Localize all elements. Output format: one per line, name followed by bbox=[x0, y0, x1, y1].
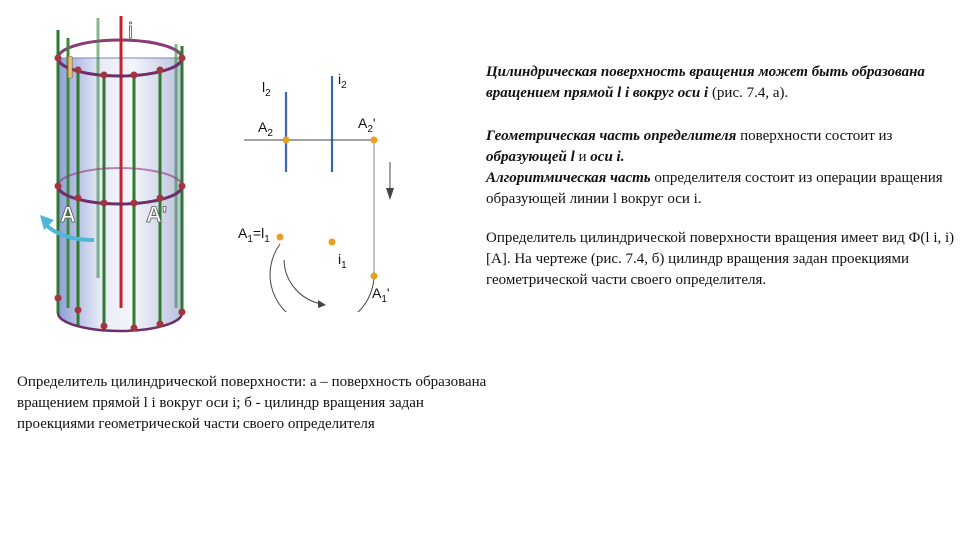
point-a2-prime bbox=[371, 137, 378, 144]
generatrix-term: образующей l bbox=[486, 149, 575, 165]
paragraph-geometric-part bbox=[486, 126, 956, 210]
and-text: и bbox=[574, 149, 591, 165]
label-point-a-prime: A' bbox=[146, 202, 168, 227]
axis-term: оси i. bbox=[590, 149, 625, 165]
label-line-l: l bbox=[66, 52, 75, 85]
paragraph-intro bbox=[486, 62, 956, 104]
projection-circle-arc bbox=[270, 244, 374, 312]
intro-bold-text: Цилиндрическая поверхность вращения может быть образована вращением прямой l i вокруг оси i bbox=[486, 64, 925, 101]
geometric-part-text: поверхности состоит из bbox=[736, 128, 893, 144]
label-a2-prime: $A_2'$ bbox=[358, 115, 376, 135]
geometric-part-term: Геометрическая часть определителя bbox=[486, 128, 737, 144]
figure-cylinder-3d bbox=[30, 8, 210, 348]
rotation-arc-arrowhead-icon bbox=[318, 300, 326, 308]
rotation-arc-arrow bbox=[284, 260, 322, 304]
algorithmic-part-text: определителя состоит из операции вращения образующей линии l вокруг оси i. bbox=[486, 170, 943, 207]
label-a2: $A_2$ bbox=[258, 119, 273, 139]
figure-cylinder-projections bbox=[232, 62, 412, 312]
down-arrow-icon bbox=[386, 188, 394, 200]
point-a2 bbox=[283, 137, 290, 144]
intro-ref-text: (рис. 7.4, а). bbox=[708, 85, 789, 101]
algorithmic-part-term: Алгоритмическая часть bbox=[486, 170, 651, 186]
label-a1-l1: $A_1=l_1$ bbox=[238, 225, 270, 245]
point-i1 bbox=[329, 239, 336, 246]
figure-caption: Определитель цилиндрической поверхности: а – поверхность образована вращением прямой l i вокруг оси i; б - цилиндр вращения задан проекциями геометрической части своего определителя bbox=[17, 374, 487, 432]
label-i1: $i_1$ bbox=[338, 251, 347, 271]
label-axis-i: i bbox=[128, 18, 133, 43]
label-l2: $l_2$ bbox=[262, 79, 271, 99]
point-a1 bbox=[277, 234, 284, 241]
label-point-a: A bbox=[60, 202, 76, 227]
paragraph-determinant: Определитель цилиндрической поверхности вращения имеет вид Ф(l i, i) [A]. На чертеже (рис. 7.4, б) цилиндр вращения задан проекциями геометрической части своего определителя. bbox=[486, 230, 955, 288]
text-block-right bbox=[486, 62, 956, 291]
label-i2: $i_2$ bbox=[338, 71, 347, 91]
label-a1-prime: $A_1'$ bbox=[372, 285, 390, 305]
point-a1-prime bbox=[371, 273, 378, 280]
